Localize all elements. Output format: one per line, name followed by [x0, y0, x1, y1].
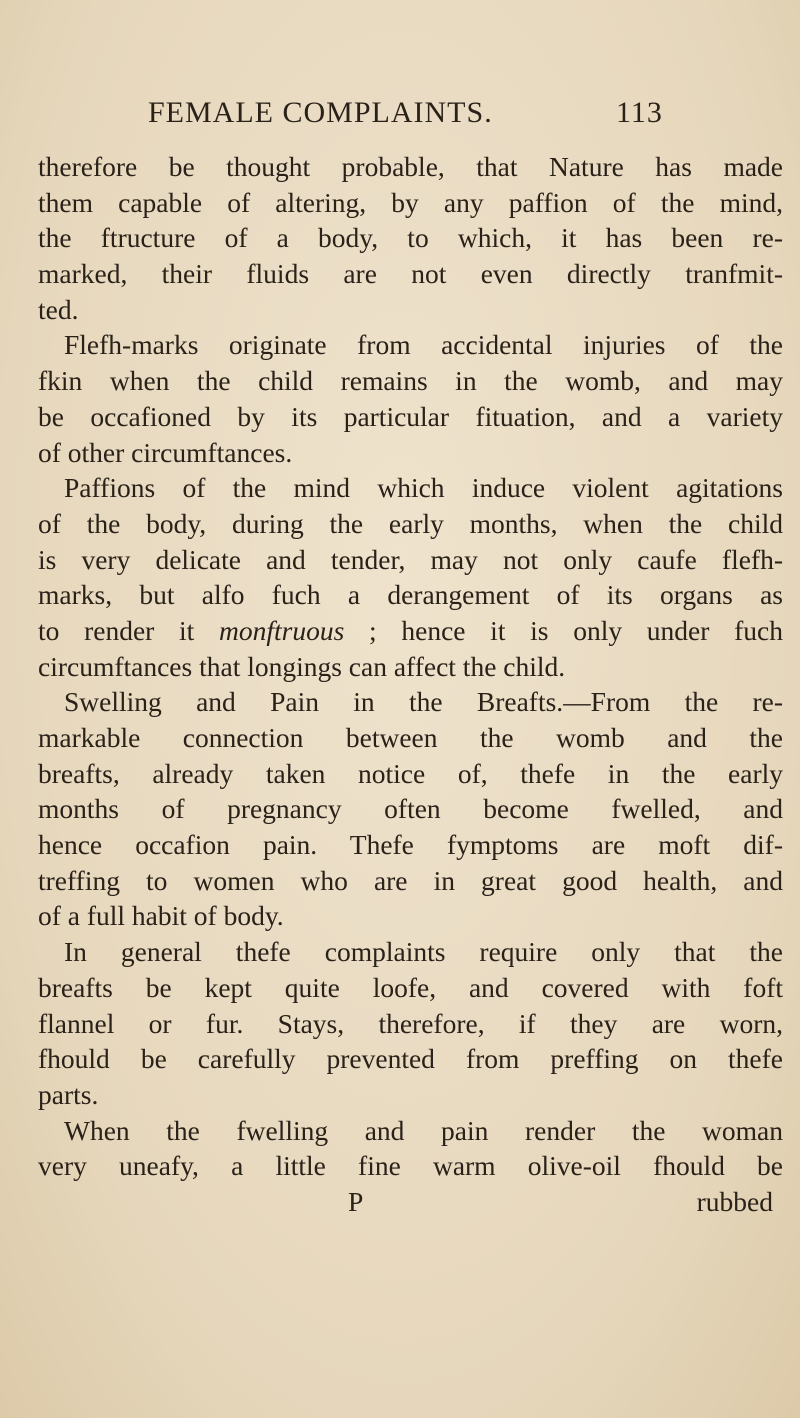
text-line: Flefh-marks originate from accidental injuries of the	[64, 329, 783, 361]
text-line: parts.	[38, 1078, 99, 1110]
page-number: 113	[616, 96, 663, 129]
text-line: be occafioned by its particular fituation, and a variety	[38, 400, 783, 432]
text-line: In general thefe complaints require only that the	[64, 936, 783, 968]
text-segment: to render it	[38, 614, 220, 646]
text-line: is very delicate and tender, may not only caufe flefh-	[38, 543, 783, 575]
text-line: Swelling and Pain in the Breafts.—From the re-	[64, 686, 783, 718]
text-segment: ; hence it is only under fuch	[344, 614, 783, 646]
signature-mark: P	[348, 1185, 364, 1217]
text-line: fkin when the child remains in the womb, and may	[38, 365, 783, 397]
text-line: marked, their fluids are not even directly tranfmit-	[38, 258, 783, 290]
text-line: fhould be carefully prevented from preffing on thefe	[38, 1043, 783, 1075]
text-line: of the body, during the early months, when the child	[38, 507, 783, 539]
text-line: flannel or fur. Stays, therefore, if they are worn,	[38, 1007, 783, 1039]
body-text	[38, 149, 783, 1220]
text-line: markable connection between the womb and the	[38, 722, 783, 753]
text-line: the ftructure of a body, to which, it has been re-	[38, 222, 783, 254]
text-line: breafts, already taken notice of, thefe in the early	[38, 757, 783, 789]
text-line: of a full habit of body.	[38, 900, 284, 932]
text-line: treffing to women who are in great good health, and	[38, 864, 783, 896]
catchword: rubbed	[696, 1185, 773, 1217]
page-header	[148, 96, 778, 146]
text-line: breafts be kept quite loofe, and covered with foft	[38, 971, 783, 1003]
text-line-mixed	[38, 613, 783, 649]
text-line: circumftances that longings can affect the child.	[38, 650, 566, 682]
text-line: therefore be thought probable, that Nature has made	[38, 151, 783, 182]
text-line: of other circumftances.	[38, 436, 293, 468]
footer-line	[38, 1184, 783, 1220]
text-line: very uneafy, a little fine warm olive-oil fhould be	[38, 1150, 783, 1182]
text-line: marks, but alfo fuch a derangement of its organs as	[38, 579, 783, 611]
text-line: hence occafion pain. Thefe fymptoms are moft dif-	[38, 829, 783, 861]
text-line: months of pregnancy often become fwelled, and	[38, 793, 783, 825]
text-line: them capable of altering, by any paffion of the mind,	[38, 186, 783, 218]
italic-word: monftruous	[219, 614, 345, 646]
text-line: ted.	[38, 293, 79, 325]
running-head: FEMALE COMPLAINTS.	[148, 96, 493, 129]
text-line: Paffions of the mind which induce violent agitations	[64, 472, 783, 504]
text-line: When the fwelling and pain render the woman	[64, 1114, 783, 1146]
